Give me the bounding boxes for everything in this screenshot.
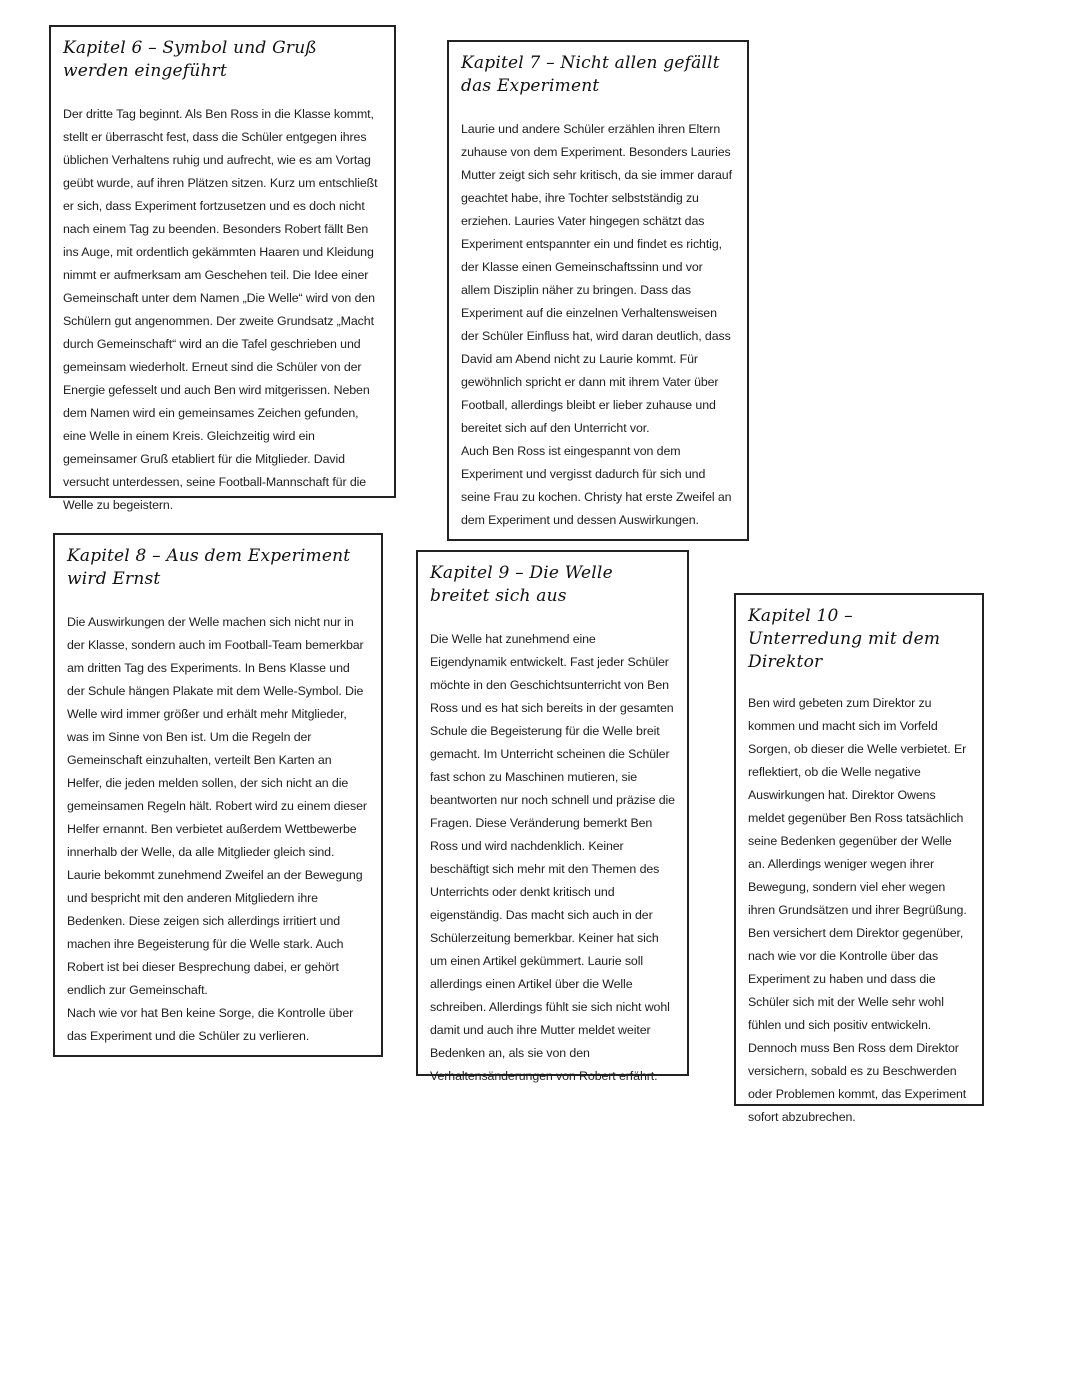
- chapter-9-card: [416, 550, 689, 1083]
- chapter-7-body: [461, 118, 735, 532]
- chapter-6-body: [63, 103, 382, 517]
- chapter-7-paragraph-2: Auch Ben Ross ist eingespannt von dem Experiment und vergisst dadurch für sich und seine Frau zu kochen. Christy hat erste Zweifel an dem Experiment und dessen Auswirkungen.: [461, 444, 732, 527]
- chapter-10-paragraph-1: Ben wird gebeten zum Direktor zu kommen und macht sich im Vorfeld Sorgen, ob dieser die Welle verbietet. Er reflektiert, ob die Welle negative Auswirkungen hat. Direktor Owens meldet gegenüber Ben Ross tatsächlich seine Bedenken gegenüber der Welle an. Allerdings weniger wegen ihrer Bewegung, sondern viel eher wegen ihren Grundsätzen und ihrer Begrüßung. Ben versichert dem Direktor gegenüber, nach wie vor die Kontrolle über das Experiment zu haben und dass die Schüler sich mit der Welle sehr wohl fühlen und sich positiv entwickeln. Dennoch muss Ben Ross dem Direktor versichern, sobald es zu Beschwerden oder Problemen kommt, das Experiment sofort abzubrechen.: [748, 696, 967, 1124]
- chapter-7-title: Kapitel 7 – Nicht allen gefällt das Experiment: [461, 53, 720, 96]
- chapter-9-title: Kapitel 9 – Die Welle breitet sich aus: [430, 563, 613, 606]
- chapter-7-paragraph-1: Laurie und andere Schüler erzählen ihren Eltern zuhause von dem Experiment. Besonders Lauries Mutter zeigt sich sehr kritisch, da sie immer darauf geachtet habe, ihre Tochter selbstständig zu erziehen. Lauries Vater hingegen schätzt das Experiment entspannter ein und findet es richtig, der Klasse einen Gemeinschaftssinn und vor allem Disziplin näher zu bringen. Dass das Experiment auf die einzelnen Verhaltensweisen der Schüler Einfluss hat, wird daran deutlich, dass David am Abend nicht zu Laurie kommt. Für gewöhnlich spricht er dann mit ihrem Vater über Football, allerdings bleibt er lieber zuhause und bereitet sich auf den Unterricht vor.: [461, 122, 732, 435]
- chapter-8-card: [53, 533, 383, 1057]
- chapter-9-paragraph-1: Die Welle hat zunehmend eine Eigendynamik entwickelt. Fast jeder Schüler möchte in den Geschichtsunterricht von Ben Ross und es hat sich bereits in der gesamten Schule die Begeisterung für die Welle breit gemacht. Im Unterricht scheinen die Schüler fast schon zu Maschinen mutieren, sie beantworten nur noch schnell und präzise die Fragen. Diese Veränderung bemerkt Ben Ross und wird nachdenklich. Keiner beschäftigt sich mehr mit den Themen des Unterrichts oder denkt kritisch und eigenständig. Das macht sich auch in der Schülerzeitung bemerkbar. Keiner hat sich um einen Artikel gekümmert. Laurie soll allerdings einen Artikel über die Welle schreiben. Allerdings fühlt sie sich nicht wohl damit und auch ihre Mutter meldet weiter Bedenken an, als sie von den Verhaltensänderungen von Robert erfährt.: [430, 632, 675, 1083]
- chapter-8-body: [67, 611, 369, 1048]
- chapter-8-paragraph-2: Laurie bekommt zunehmend Zweifel an der Bewegung und bespricht mit den anderen Mitgliedern ihre Bedenken. Diese zeigen sich allerdings irritiert und machen ihre Begeisterung für die Welle stark. Auch Robert ist bei dieser Besprechung dabei, er gehört endlich zur Gemeinschaft.: [67, 868, 363, 997]
- chapter-10-body: [748, 692, 970, 1129]
- chapter-8-paragraph-1: Die Auswirkungen der Welle machen sich nicht nur in der Klasse, sondern auch im Football-Team bemerkbar am dritten Tag des Experiments. In Bens Klasse und der Schule hängen Plakate mit dem Welle-Symbol. Die Welle wird immer größer und erhält mehr Mitglieder, was im Sinne von Ben ist. Um die Regeln der Gemeinschaft einzuhalten, verteilt Ben Karten an Helfer, die jeden melden sollen, der sich nicht an die gemeinsamen Regeln hält. Robert wird zu einem dieser Helfer ernannt. Ben verbietet außerdem Wettbewerbe innerhalb der Welle, da alle Mitglieder gleich sind.: [67, 615, 367, 859]
- chapter-8-title: Kapitel 8 – Aus dem Experiment wird Ernst: [67, 546, 351, 589]
- chapter-10-card: [734, 593, 984, 1124]
- chapter-6-title: Kapitel 6 – Symbol und Gruß werden eingeführt: [63, 38, 317, 81]
- chapter-6-paragraph-1: Der dritte Tag beginnt. Als Ben Ross in die Klasse kommt, stellt er überrascht fest, dass die Schüler entgegen ihres üblichen Verhaltens ruhig und aufrecht, wie es am Vortag geübt wurde, auf ihren Plätzen sitzen. Kurz um entschließt er sich, dass Experiment fortzusetzen und es doch nicht nach einem Tag zu beenden. Besonders Robert fällt Ben ins Auge, mit ordentlich gekämmten Haaren und Kleidung nimmt er aufmerksam am Geschehen teil. Die Idee einer Gemeinschaft unter dem Namen „Die Welle“ wird von den Schülern gut angenommen. Der zweite Grundsatz „Macht durch Gemeinschaft“ wird an die Tafel geschrieben und gemeinsam wiederholt. Erneut sind die Schüler von der Energie gefesselt und auch Ben wird mitgerissen. Neben dem Namen wird ein gemeinsames Zeichen gefunden, eine Welle in einem Kreis. Gleichzeitig wird ein gemeinsamer Gruß etabliert für die Mitglieder. David versucht unterdessen, seine Football-Mannschaft für die Welle zu begeistern.: [63, 107, 378, 512]
- chapter-7-card: [447, 40, 749, 541]
- chapter-10-title: Kapitel 10 – Unterredung mit dem Direktor: [748, 606, 941, 672]
- chapter-6-card: [49, 25, 396, 512]
- chapter-9-body: [430, 628, 675, 1088]
- chapter-8-paragraph-3: Nach wie vor hat Ben keine Sorge, die Kontrolle über das Experiment und die Schüler zu verlieren.: [67, 1006, 354, 1043]
